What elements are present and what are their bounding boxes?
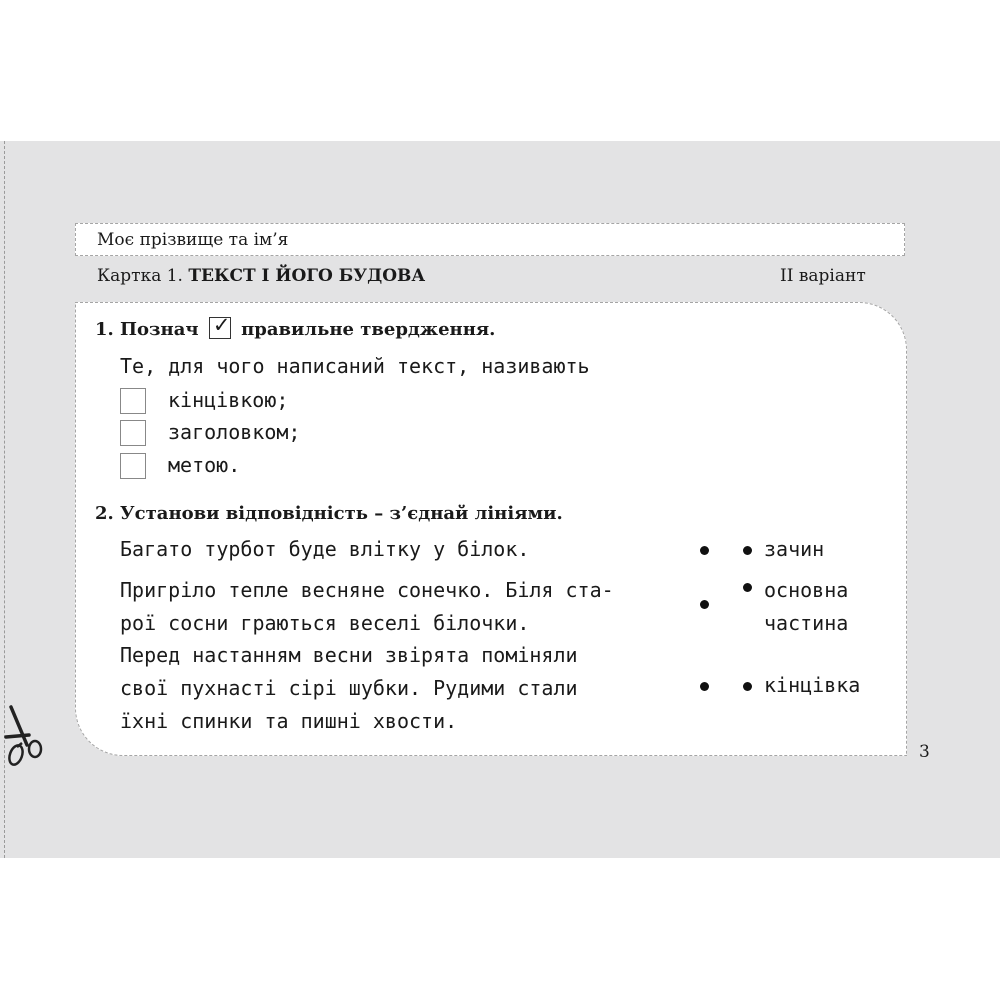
task1-title-after: правильне твердження. [241,319,496,340]
option-label-1: кінцівкою; [168,388,289,412]
option-label-3: метою. [168,453,241,477]
left-item-1-line-1: Багато турбот буде влітку у білок. [120,537,530,561]
task1-title-before: 1. Познач [95,319,199,340]
task2-title: 2. Установи відповідність – з’єднай лініями. [95,503,563,524]
variant-label: II варіант [780,266,866,286]
left-item-3-line-3: їхні спинки та пишні хвости. [120,709,458,733]
right-dot-3[interactable] [743,682,752,691]
option-checkbox-3[interactable] [120,453,146,479]
task1-title [95,313,496,340]
left-dot-1[interactable] [700,546,709,555]
left-item-3 [120,639,578,738]
option-label-2: заголовком; [168,420,301,444]
option-checkbox-1[interactable] [120,388,146,414]
right-item-2-line-1: основна [764,578,849,602]
checkmark-icon: ✓ [212,313,231,337]
card-title [97,266,425,286]
card-topic: ТЕКСТ І ЙОГО БУДОВА [188,266,426,286]
right-item-3-line-1: кінцівка [764,673,861,697]
left-dot-2[interactable] [700,600,709,609]
right-item-2 [764,574,848,640]
left-item-1 [120,537,529,561]
option-checkbox-2[interactable] [120,420,146,446]
left-dot-3[interactable] [700,682,709,691]
left-item-3-line-2: свої пухнасті сірі шубки. Рудими стали [120,676,578,700]
page-number: 3 [919,742,930,762]
right-item-1-line-1: зачин [764,537,825,561]
card-prefix: Картка 1. [97,266,183,286]
check-sample-box [209,313,231,339]
name-label: Моє прізвище та ім’я [97,230,289,250]
left-item-2-line-1: Пригріло тепле весняне сонечко. Біля ста- [120,578,614,602]
right-dot-2[interactable] [743,583,752,592]
right-dot-1[interactable] [743,546,752,555]
task1-stem: Те, для чого написаний текст, називають [120,354,590,378]
left-item-3-line-1: Перед настанням весни звірята поміняли [120,643,578,667]
left-item-2-line-2: рої сосни граються веселі білочки. [120,611,530,635]
right-item-2-line-2: частина [764,611,849,635]
scissors-icon [2,705,44,773]
left-item-2 [120,574,614,640]
right-item-3 [764,673,860,697]
right-item-1 [764,537,824,561]
